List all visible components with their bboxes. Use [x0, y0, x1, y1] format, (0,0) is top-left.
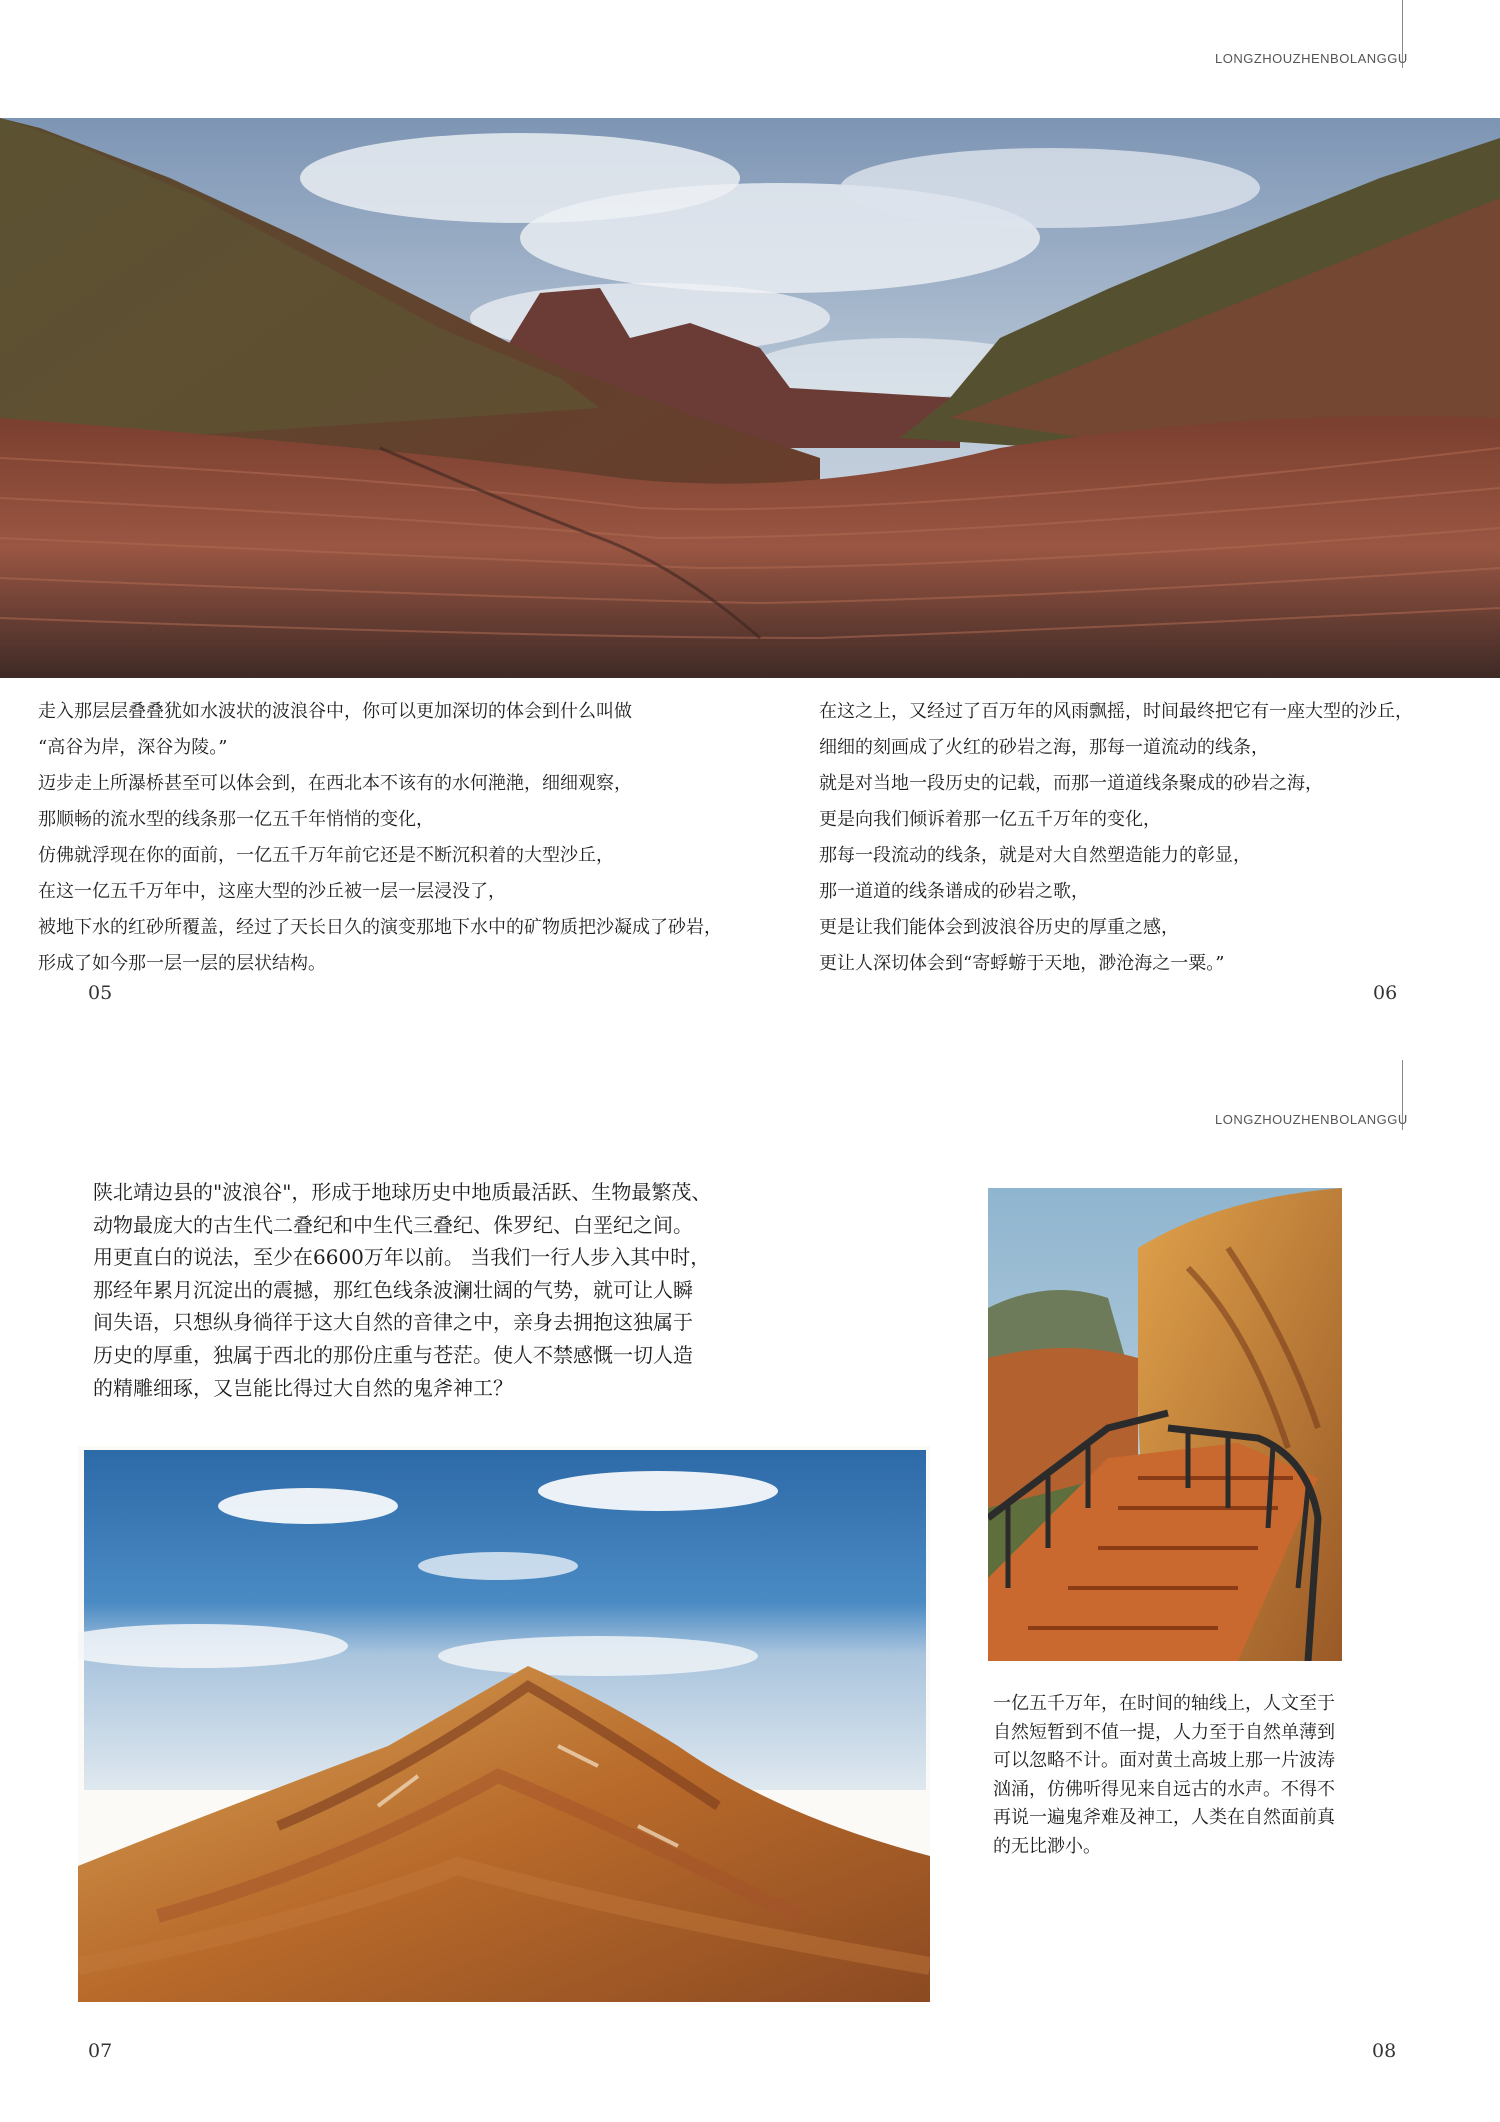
text-line: 仿佛就浮现在你的面前，一亿五千万年前它还是不断沉积着的大型沙丘， [38, 845, 614, 866]
text-line: 被地下水的红砂所覆盖，经过了天长日久的演变那地下水中的矿物质把沙凝成了砂岩， [38, 917, 722, 938]
text-line: 那顺畅的流水型的线条那一亿五千年悄悄的变化， [38, 809, 434, 830]
text-line: 间失语，只想纵身徜徉于这大自然的音律之中，亲身去拥抱这独属于 [93, 1310, 693, 1335]
header-brand-bottom: LONGZHOUZHENBOLANGGU [1215, 1112, 1408, 1127]
bottom-main-article-text [93, 1176, 753, 1404]
text-line: 那一道道的线条谱成的砂岩之歌， [819, 881, 1089, 902]
boardwalk-canyon-painting [988, 1188, 1342, 1661]
page-number-08: 08 [1372, 2040, 1397, 2062]
text-line: 再说一遍鬼斧难及神工，人类在自然面前真 [993, 1807, 1335, 1829]
text-line: 可以忽略不计。面对黄土高坡上那一片波涛 [993, 1750, 1335, 1772]
text-line: 用更直白的说法，至少在6600万年以前。 当我们一行人步入其中时， [93, 1245, 711, 1270]
text-line: 细细的刻画成了火红的砂岩之海，那每一道流动的线条， [819, 737, 1269, 758]
page-number-05: 05 [88, 982, 113, 1004]
text-line: 迈步走上所瀑桥甚至可以体会到，在西北本不该有的水何滟滟，细细观察， [38, 773, 632, 794]
text-line: 在这一亿五千万年中，这座大型的沙丘被一层一层浸没了， [38, 881, 506, 902]
watercolor-mountain-painting [78, 1446, 930, 2002]
text-line: “高谷为岸，深谷为陵。” [38, 737, 228, 758]
text-line: 在这之上，又经过了百万年的风雨飘摇，时间最终把它有一座大型的沙丘， [819, 701, 1413, 722]
text-line: 形成了如今那一层一层的层状结构。 [38, 953, 326, 974]
text-line: 一亿五千万年，在时间的轴线上，人文至于 [993, 1693, 1335, 1714]
text-line: 就是对当地一段历史的记载，而那一道道线条聚成的砂岩之海， [819, 773, 1323, 794]
top-right-article-text [819, 694, 1479, 982]
text-line: 自然短暂到不值一提，人力至于自然单薄到 [993, 1721, 1335, 1743]
text-line: 更让人深切体会到“寄蜉蝣于天地，渺沧海之一粟。” [819, 953, 1225, 974]
text-line: 那经年累月沉淀出的震撼，那红色线条波澜壮阔的气势，就可让人瞬 [93, 1277, 693, 1302]
text-line: 更是向我们倾诉着那一亿五千万年的变化， [819, 809, 1161, 830]
page-number-06: 06 [1373, 982, 1398, 1004]
text-line: 汹涌，仿佛听得见来自远古的水声。不得不 [993, 1778, 1335, 1800]
canyon-photo [0, 118, 1500, 678]
text-line: 陕北靖边县的"波浪谷"，形成于地球历史中地质最活跃、生物最繁茂、 [93, 1180, 712, 1204]
text-line: 走入那层层叠叠犹如水波状的波浪谷中，你可以更加深切的体会到什么叫做 [38, 701, 632, 722]
bottom-side-article-text [993, 1690, 1373, 1862]
header-brand-top: LONGZHOUZHENBOLANGGU [1215, 51, 1408, 66]
text-line: 的无比渺小。 [993, 1835, 1101, 1857]
text-line: 那每一段流动的线条，就是对大自然塑造能力的彰显， [819, 845, 1251, 866]
text-line: 动物最庞大的古生代二叠纪和中生代三叠纪、侏罗纪、白垩纪之间。 [93, 1212, 693, 1237]
top-left-article-text [38, 694, 798, 982]
text-line: 更是让我们能体会到波浪谷历史的厚重之感， [819, 917, 1179, 938]
text-line: 历史的厚重，独属于西北的那份庄重与苍茫。使人不禁感慨一切人造 [93, 1342, 693, 1367]
page-number-07: 07 [88, 2040, 113, 2062]
text-line: 的精雕细琢，又岂能比得过大自然的鬼斧神工？ [93, 1375, 513, 1400]
